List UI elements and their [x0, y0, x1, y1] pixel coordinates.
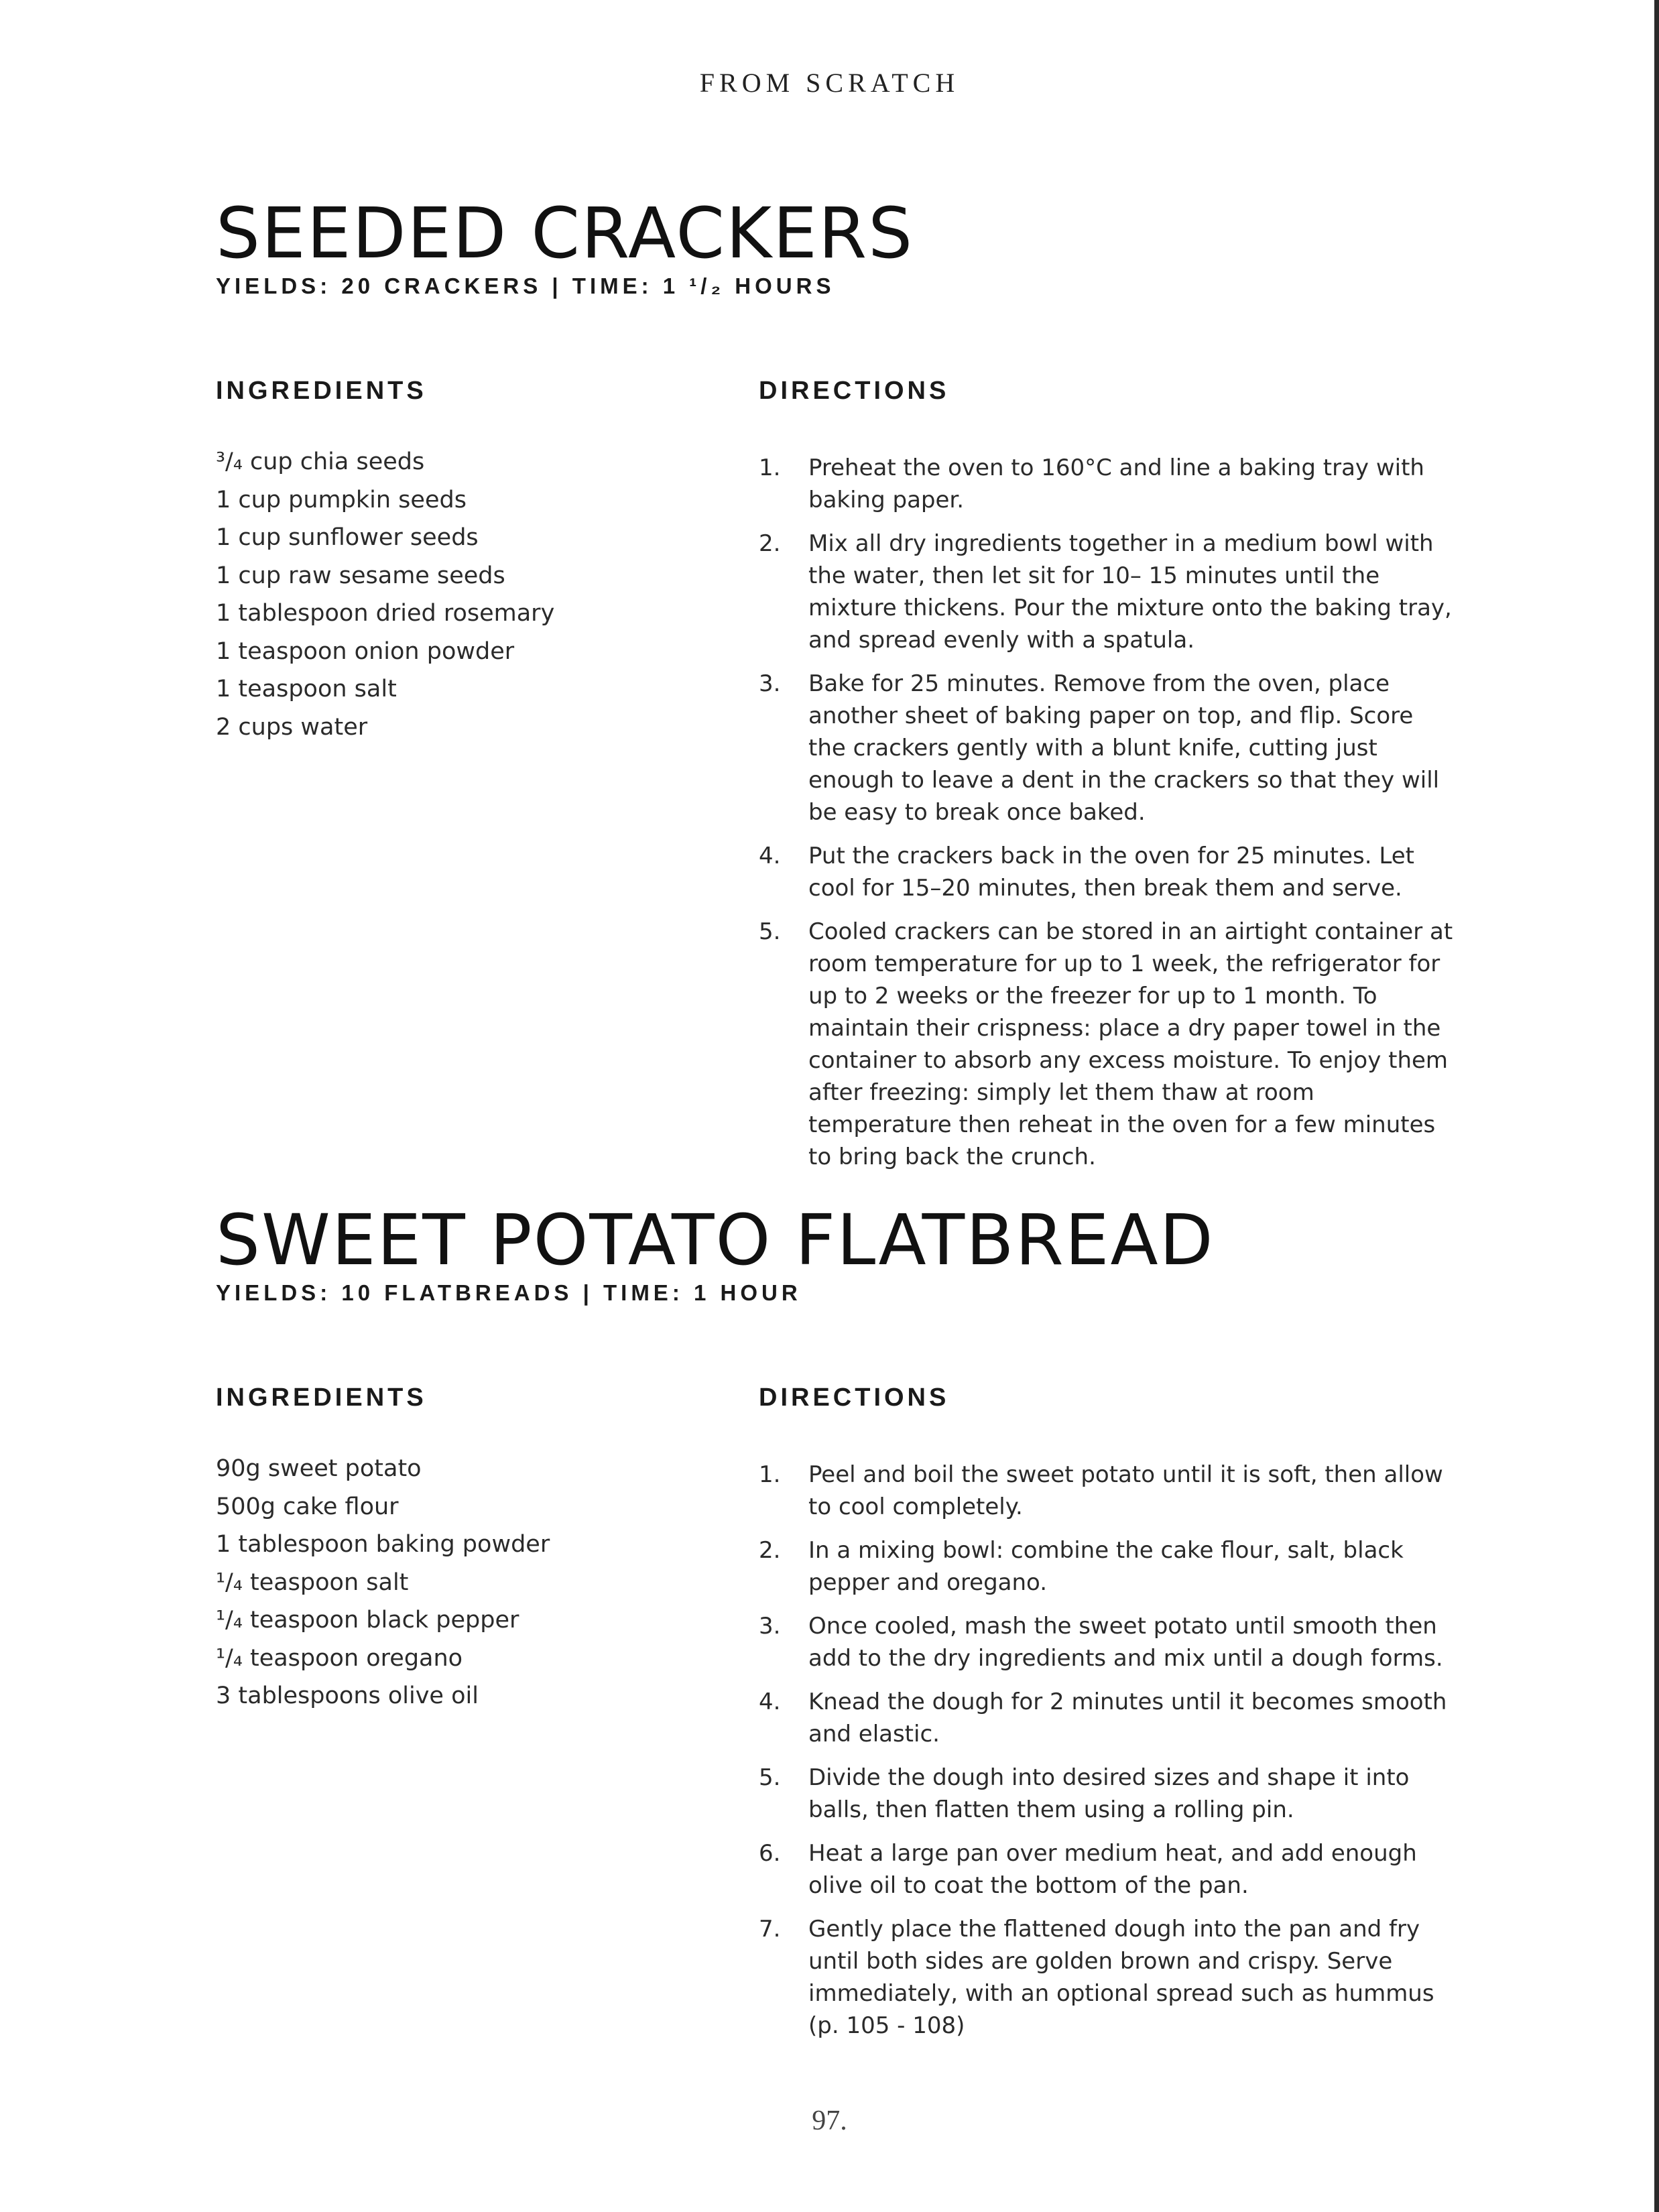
directions-list-sweet-potato-flatbread: [759, 1459, 1456, 2053]
page-number: 97.: [812, 2105, 847, 2136]
step-number: 7.: [759, 1916, 781, 1943]
ingredient-item: 1 cup raw sesame seeds: [216, 562, 505, 589]
step-text: Heat a large pan over medium heat, and add enough olive oil to coat the bottom of the pan.: [808, 1840, 1417, 1899]
direction-step: [759, 1610, 1456, 1674]
ingredients-list-seeded-crackers: [216, 443, 554, 746]
direction-step: [759, 452, 1456, 516]
step-text: Knead the dough for 2 minutes until it becomes smooth and elastic.: [808, 1688, 1447, 1747]
ingredients-heading: INGREDIENTS: [216, 1384, 427, 1412]
recipe-meta-seeded-crackers: YIELDS: 20 CRACKERS | TIME: 1 ¹/₂ HOURS: [216, 273, 835, 298]
direction-step: [759, 1837, 1456, 1902]
ingredient-item: ¹/₄ teaspoon oregano: [216, 1644, 463, 1672]
direction-step: [759, 1459, 1456, 1523]
step-text: Cooled crackers can be stored in an airtight container at room temperature for up to 1 week, the refrigerator for up to 2 weeks or the freezer for up to 1 month. To maintain their crispness: place a dry paper towel in the container to absorb any excess moisture. To enjoy them after freezing: simply let them thaw at room temperature then reheat in the oven for a few minutes to bring back the crunch.: [808, 918, 1453, 1170]
step-number: 3.: [759, 670, 781, 697]
ingredient-item: 1 cup pumpkin seeds: [216, 486, 467, 513]
step-text: Put the crackers back in the oven for 25 minutes. Let cool for 15–20 minutes, then break them and serve.: [808, 843, 1414, 902]
step-text: In a mixing bowl: combine the cake flour, salt, black pepper and oregano.: [808, 1537, 1404, 1596]
step-text: Peel and boil the sweet potato until it is soft, then allow to cool completely.: [808, 1461, 1443, 1520]
ingredient-item: 1 cup sunflower seeds: [216, 524, 479, 551]
step-number: 4.: [759, 843, 781, 869]
step-number: 1.: [759, 1461, 781, 1488]
ingredient-item: 2 cups water: [216, 713, 368, 741]
step-text: Once cooled, mash the sweet potato until smooth then add to the dry ingredients and mix until a dough forms.: [808, 1613, 1443, 1672]
ingredient-item: ³/₄ cup chia seeds: [216, 448, 425, 475]
direction-step: [759, 1762, 1456, 1826]
direction-step: [759, 1534, 1456, 1599]
ingredient-item: 1 tablespoon dried rosemary: [216, 600, 555, 627]
ingredient-item: 90g sweet potato: [216, 1455, 422, 1482]
step-number: 2.: [759, 530, 781, 557]
recipe-title-seeded-crackers: SEEDED CRACKERS: [216, 192, 914, 274]
step-number: 3.: [759, 1613, 781, 1640]
step-text: Gently place the flattened dough into the pan and fry until both sides are golden brown and crispy. Serve immediately, with an optional spread such as hummus (p. 105 - 108): [808, 1916, 1434, 2039]
ingredient-item: 500g cake flour: [216, 1493, 399, 1520]
direction-step: [759, 840, 1456, 904]
recipe-title-sweet-potato-flatbread: SWEET POTATO FLATBREAD: [216, 1199, 1215, 1281]
ingredient-item: 1 teaspoon onion powder: [216, 637, 515, 665]
ingredients-heading: INGREDIENTS: [216, 377, 427, 405]
step-number: 6.: [759, 1840, 781, 1867]
recipe-meta-sweet-potato-flatbread: YIELDS: 10 FLATBREADS | TIME: 1 HOUR: [216, 1280, 802, 1305]
step-number: 4.: [759, 1688, 781, 1715]
direction-step: [759, 1913, 1456, 2042]
running-head: FROM SCRATCH: [699, 68, 960, 98]
step-text: Mix all dry ingredients together in a medium bowl with the water, then let sit for 10– 15 minutes until the mixture thickens. Pour the mixture onto the baking tray, and spread evenly with a spatula.: [808, 530, 1452, 654]
step-text: Bake for 25 minutes. Remove from the oven, place another sheet of baking paper on top, and flip. Score the crackers gently with a blunt knife, cutting just enough to leave a dent in the crackers so that they will be easy to break once baked.: [808, 670, 1440, 826]
ingredient-item: ¹/₄ teaspoon salt: [216, 1569, 409, 1596]
step-number: 2.: [759, 1537, 781, 1564]
directions-heading: DIRECTIONS: [759, 377, 950, 405]
step-text: Divide the dough into desired sizes and shape it into balls, then flatten them using a rolling pin.: [808, 1764, 1410, 1823]
ingredients-list-sweet-potato-flatbread: [216, 1450, 550, 1715]
step-text: Preheat the oven to 160°C and line a baking tray with baking paper.: [808, 454, 1424, 513]
ingredient-item: 1 teaspoon salt: [216, 676, 397, 702]
ingredient-item: ¹/₄ teaspoon black pepper: [216, 1607, 519, 1634]
directions-list-seeded-crackers: [759, 452, 1456, 1184]
direction-step: [759, 1686, 1456, 1750]
direction-step: [759, 916, 1456, 1173]
ingredient-item: 1 tablespoon baking powder: [216, 1531, 550, 1558]
page-edge-rule: [1654, 0, 1659, 2212]
direction-step: [759, 528, 1456, 656]
ingredient-item: 3 tablespoons olive oil: [216, 1682, 479, 1709]
step-number: 5.: [759, 918, 781, 945]
directions-heading: DIRECTIONS: [759, 1384, 950, 1412]
step-number: 1.: [759, 454, 781, 481]
direction-step: [759, 668, 1456, 828]
step-number: 5.: [759, 1764, 781, 1791]
